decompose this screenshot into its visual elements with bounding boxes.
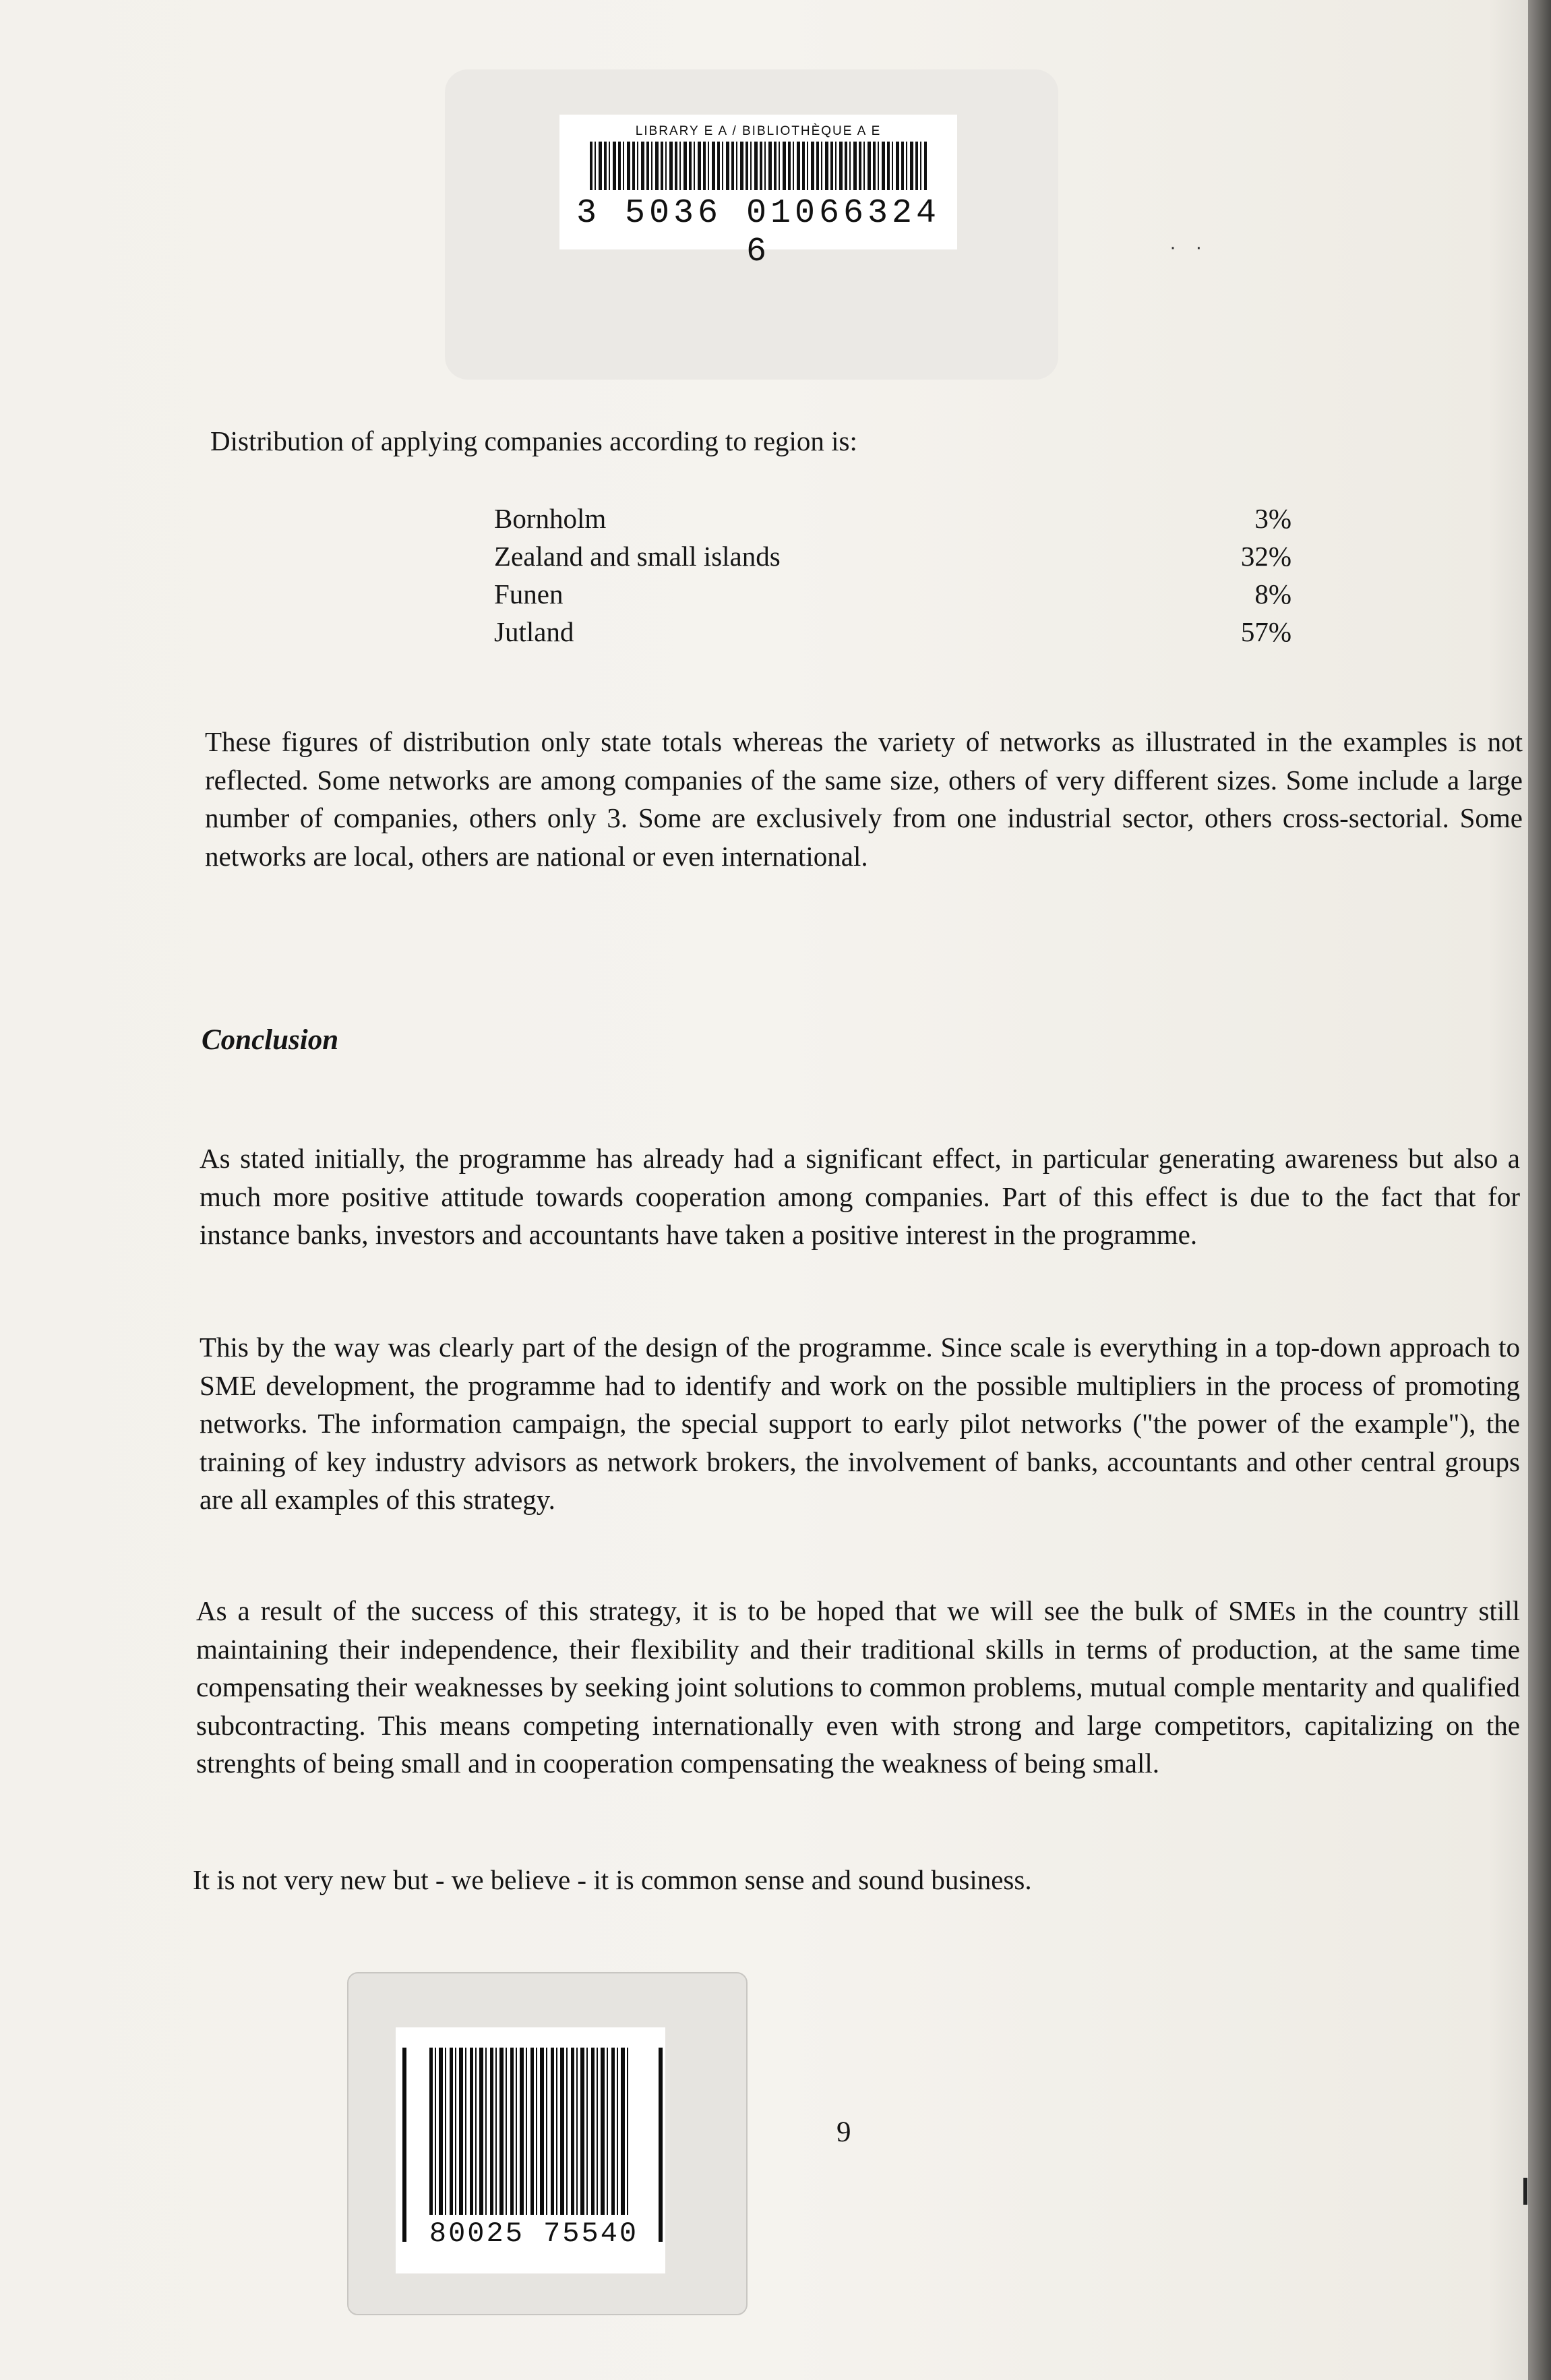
region-percent: 8% (1254, 578, 1291, 609)
table-row (494, 500, 1291, 537)
table-row (494, 575, 1291, 613)
page-number: 9 (837, 2116, 851, 2148)
region-distribution-table (494, 500, 1291, 651)
isbn-barcode-number: 80025 75540 (429, 2218, 639, 2250)
edge-mark (1523, 2178, 1527, 2205)
table-row (494, 613, 1291, 651)
region-intro: Distribution of applying companies according to region is: (210, 425, 857, 456)
library-barcode-number: 3 5036 01066324 6 (576, 194, 941, 271)
distribution-paragraph: These figures of distribution only state totals whereas the variety of networks as illustrated in the examples is not reflected. Some networks are among companies of the same size, others of very different sizes. Some include a large number of companies, others only 3. Some are exclusively from one industrial sector, others cross-sectorial. Some networks are local, others are national or even international. (205, 726, 1523, 872)
region-percent: 32% (1240, 541, 1291, 572)
region-percent: 3% (1254, 503, 1291, 534)
conclusion-paragraph-2: This by the way was clearly part of the design of the programme. Since scale is everything in a top-down approach to SME development, the programme had to identify and work on the possible multipliers in the process of promoting networks. The information campaign, the special support to early pilot networks ("the power of the example"), the training of key industry advisors as network brokers, the involvement of banks, accountants and other central groups are all examples of this strategy. (200, 1332, 1520, 1515)
isbn-sticker (347, 1972, 748, 2315)
page-edge-shadow (1528, 0, 1551, 2380)
barcode-guard-icon (402, 2048, 406, 2242)
region-name: Jutland (494, 616, 574, 647)
closing-sentence: It is not very new but - we believe - it is common sense and sound business. (193, 1864, 1032, 1895)
conclusion-paragraph-1: As stated initially, the programme has already had a significant effect, in particular generating awareness but also a much more positive attitude towards cooperation among companies. Part of this effect is due to the fact that for instance banks, investors and accountants have taken a positive interest in the programme. (200, 1143, 1520, 1250)
table-row (494, 537, 1291, 575)
conclusion-heading: Conclusion (202, 1024, 339, 1056)
barcode-guard-icon (659, 2048, 663, 2242)
library-label-text: LIBRARY E A / BIBLIOTHÈQUE A E (635, 124, 882, 138)
stray-marks: · · (1169, 236, 1209, 258)
library-barcode-icon (590, 142, 927, 190)
isbn-barcode-label (396, 2027, 665, 2273)
region-percent: 57% (1240, 616, 1291, 647)
region-name: Funen (494, 578, 564, 609)
isbn-barcode-icon (429, 2048, 632, 2215)
region-name: Bornholm (494, 503, 607, 534)
library-barcode-label (559, 115, 957, 271)
region-name: Zealand and small islands (494, 541, 781, 572)
conclusion-paragraph-3: As a result of the success of this strategy, it is to be hoped that we will see the bulk of SMEs in the country still maintaining their independence, their flexibility and their traditional skills in terms of production, at the same time compensating their weaknesses by seeking joint solutions to common problems, mutual comple mentarity and qualified subcontracting. This means competing internationally even with strong and large competitors, capitalizing on the strenghts of being small and in cooperation compensating the weakness of being small. (196, 1595, 1520, 1779)
